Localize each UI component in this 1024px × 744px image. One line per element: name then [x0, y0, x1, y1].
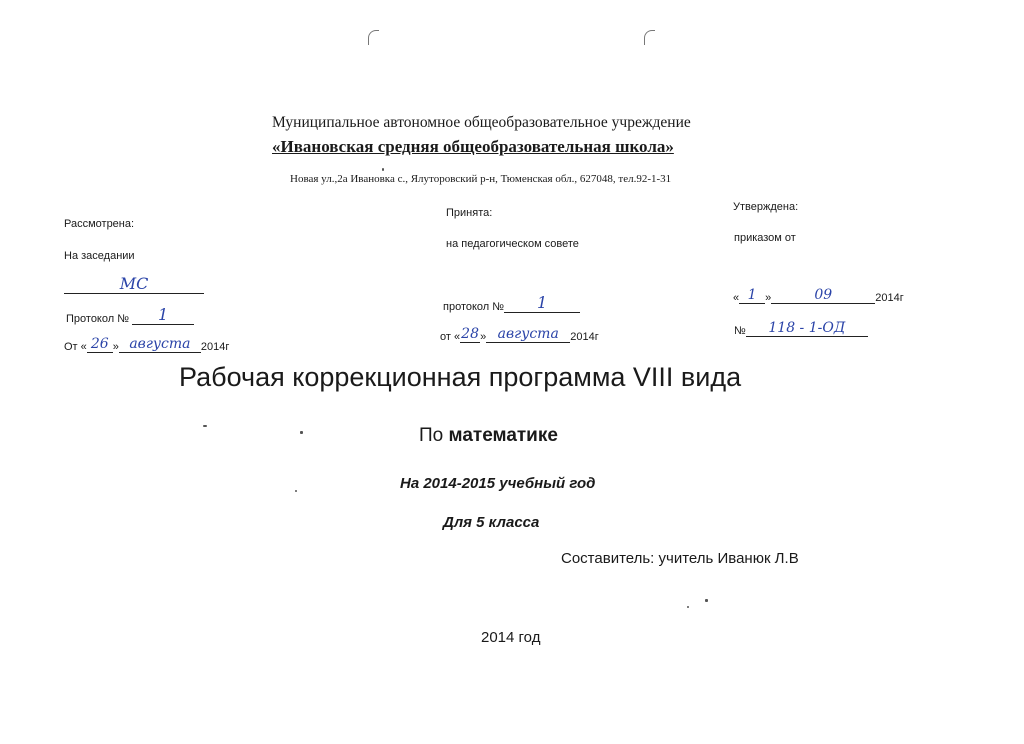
left-date: От « 26 » августа 2014г [64, 336, 230, 353]
document-year: 2014 год [481, 629, 541, 646]
subject-line [419, 425, 558, 447]
left-protocol-number: 1 [158, 305, 169, 324]
middle-date-month: августа [497, 326, 559, 342]
left-date-month: августа [129, 336, 191, 352]
middle-date: от « 28 » августа 2014г [440, 326, 599, 343]
right-date-year: 2014г [875, 292, 904, 304]
left-meeting: На заседании [64, 250, 135, 262]
scan-speck [382, 168, 384, 171]
middle-status: Принята: [446, 207, 493, 219]
middle-council: на педагогическом совете [446, 238, 579, 250]
punch-mark-right [644, 30, 655, 45]
academic-year: На 2014-2015 учебный год [400, 475, 596, 492]
left-signature: МС [119, 274, 149, 293]
left-signature-line [64, 276, 204, 294]
middle-date-day: 28 [461, 326, 479, 342]
scan-speck [300, 431, 303, 434]
right-date-day: 1 [747, 287, 757, 303]
middle-protocol [443, 293, 580, 313]
program-title: Рабочая коррекционная программа VIII вида [179, 362, 742, 392]
school-name: «Ивановская средняя общеобразовательная школа» [272, 137, 674, 156]
left-status: Рассмотрена: [64, 218, 135, 230]
scan-speck [295, 490, 297, 492]
left-protocol [66, 305, 194, 325]
right-number-value: 118 - 1-ОД [768, 320, 846, 336]
left-date-day: 26 [90, 336, 109, 352]
right-date: « 1 » 09 2014г [733, 287, 904, 304]
right-status: Утверждена: [733, 201, 799, 213]
scan-speck [705, 599, 708, 602]
middle-date-year: 2014г [570, 331, 599, 343]
right-order: приказом от [734, 232, 796, 244]
right-date-month: 09 [814, 287, 833, 303]
middle-protocol-number: 1 [536, 293, 548, 312]
left-date-prefix: От « [64, 341, 87, 353]
school-address: Новая ул.,2а Ивановка с., Ялуторовский р-н, Тюменская обл., 627048, тел.92-1-31 [290, 173, 672, 185]
right-number-label: № [734, 325, 746, 337]
scan-speck [687, 606, 689, 608]
middle-date-prefix: от « [440, 331, 461, 343]
subject-name: математике [448, 425, 558, 446]
right-number [734, 322, 868, 337]
punch-mark-left [368, 30, 379, 45]
subject-prefix: По [419, 425, 444, 446]
grade-line: Для 5 класса [443, 514, 540, 531]
middle-protocol-label: протокол № [443, 301, 505, 313]
left-date-year: 2014г [200, 341, 230, 353]
institution-name: Муниципальное автономное общеобразовательное учреждение [272, 114, 691, 131]
compiler-line: Составитель: учитель Иванюк Л.В [561, 550, 799, 567]
left-protocol-label: Протокол № [66, 313, 130, 325]
scan-speck [203, 425, 207, 427]
